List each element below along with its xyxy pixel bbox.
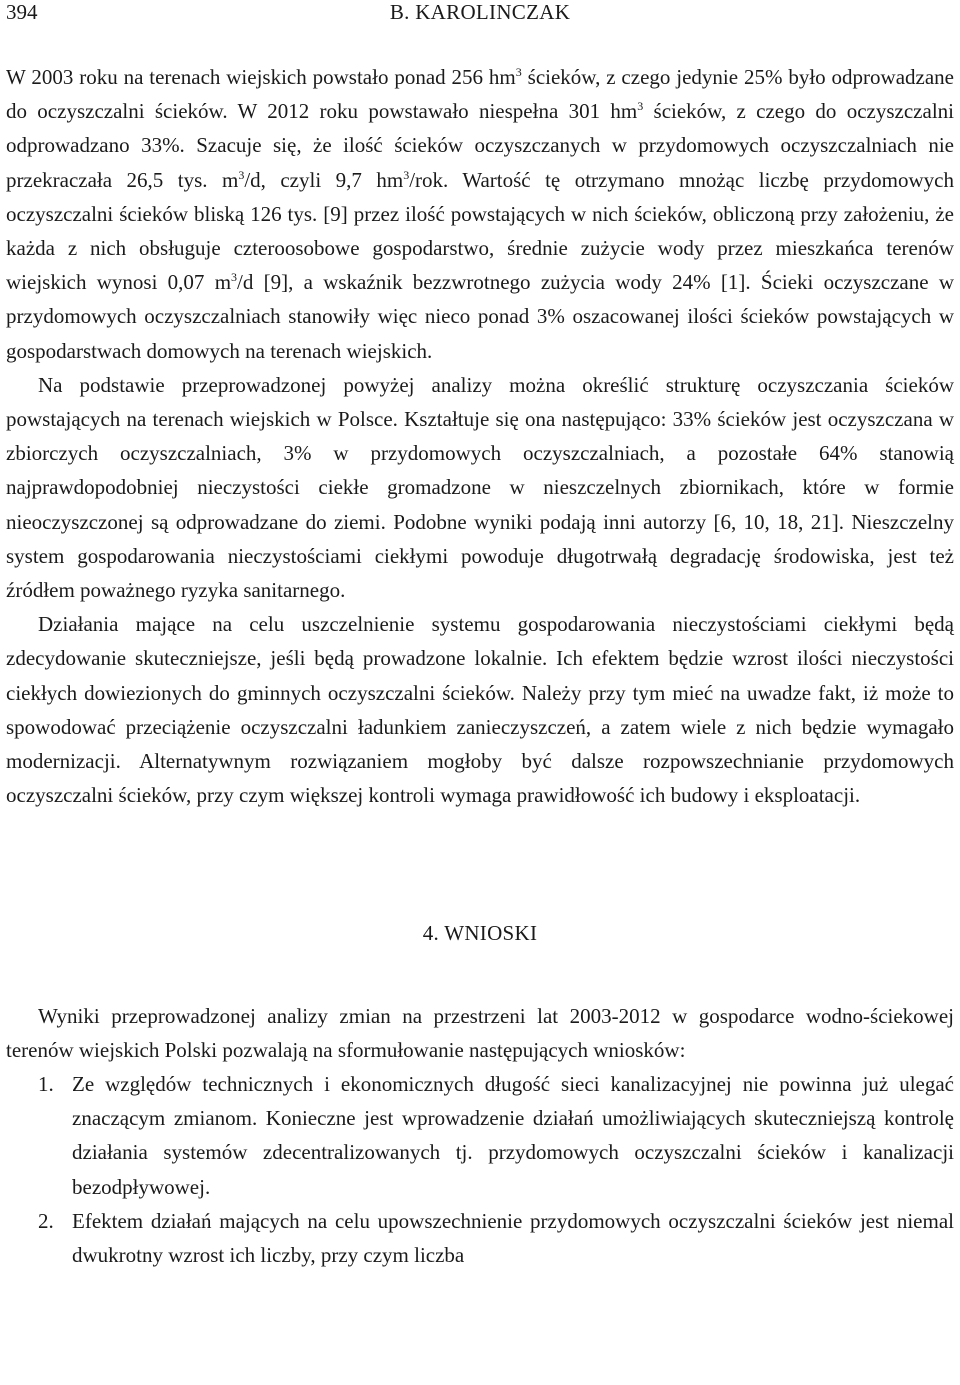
running-head: B. KAROLINCZAK bbox=[389, 0, 571, 24]
list-item bbox=[6, 1204, 954, 1272]
conclusions-list bbox=[6, 1067, 954, 1272]
superscript-cubed: 3 bbox=[403, 167, 410, 182]
list-item bbox=[6, 1067, 954, 1204]
para1-part4: /d, czyli 9,7 hm bbox=[244, 167, 404, 192]
conclusions-intro: Wyniki przeprowadzonej analizy zmian na przestrzeni lat 2003-2012 w gospodarce wodno-ściekowej terenów wiejskich Polski pozwalają na sformułowanie następujących wniosków: bbox=[6, 1003, 954, 1062]
superscript-cubed: 3 bbox=[231, 270, 238, 285]
para1-part2: ścieków, z czego jedynie 25% było odprowadzane do oczyszczalni ścieków. W 2012 roku powstawało niespełna 301 hm bbox=[6, 65, 954, 124]
paragraph-2: Na podstawie przeprowadzonej powyżej analizy można określić strukturę oczyszczania ścieków powstających na terenach wiejskich w Polsce. Kształtuje się ona następująco: 33% ścieków jest oczyszczana w zbiorczych oczyszczalniach, 3% w przydomowych oczyszczalniach, a pozostałe 64% stanowią najprawdopodobniej nieczystości ciekłe gromadzone w nieszczelnych zbiornikach, które w formie nieoczyszczonej są odprowadzane do ziemi. Podobne wyniki podają inni autorzy [6, 10, 18, 21]. Nieszczelny system gospodarowania nieczystościami ciekłymi powoduje długotrwałą degradację środowiska, jest też źródłem poważnego ryzyka sanitarnego. bbox=[6, 372, 954, 603]
body-text bbox=[6, 60, 954, 1272]
page-number: 394 bbox=[6, 0, 38, 24]
superscript-cubed: 3 bbox=[637, 99, 644, 114]
list-item-text: Ze względów technicznych i ekonomicznych długość sieci kanalizacyjnej nie powinna już ulegać znaczącym zmianom. Konieczne jest wprowadzenie działań umożliwiających skuteczniejszą kontrolę działania systemów zdecentralizowanych tj. przydomowych oczyszczalni ścieków i kanalizacji bezodpływowej. bbox=[72, 1072, 954, 1199]
list-item-number: 1. bbox=[38, 1072, 54, 1097]
list-item-number: 2. bbox=[38, 1208, 54, 1233]
para1-part1: W 2003 roku na terenach wiejskich powstało ponad 256 hm bbox=[6, 65, 516, 89]
superscript-cubed: 3 bbox=[238, 167, 245, 182]
para1-part6: /d [9], a wskaźnik bezzwrotnego zużycia wody 24% [1]. Ścieki oczyszczane w przydomowych oczyszczalniach stanowiły więc nieco ponad 3% oszacowanej ilości ścieków powstających w gospodarstwach domowych na terenach wiejskich. bbox=[6, 270, 954, 363]
superscript-cubed: 3 bbox=[515, 65, 522, 79]
paragraph-3: Działania mające na celu uszczelnienie systemu gospodarowania nieczystościami ciekłymi będą zdecydowanie skuteczniejsze, jeśli będą prowadzone lokalnie. Ich efektem będzie wzrost ilości nieczystości ciekłych dowiezionych do gminnych oczyszczalni ścieków. Należy przy tym mieć na uwadze fakt, iż może to spowodować przeciążenie oczyszczalni ładunkiem zanieczyszczeń, a zatem wiele z nich będzie wymagało modernizacji. Alternatywnym rozwiązaniem mogłoby być dalsze rozpowszechnianie przydomowych oczyszczalni ścieków, przy czym większej kontroli wymaga prawidłowość ich budowy i eksploatacji. bbox=[6, 612, 954, 808]
paragraph-1 bbox=[6, 60, 954, 368]
list-item-text: Efektem działań mających na celu upowszechnienie przydomowych oczyszczalni ścieków jest niemal dwukrotny wzrost ich liczby, przy czym liczba bbox=[72, 1208, 954, 1268]
page-header bbox=[0, 0, 960, 24]
section-heading: 4. WNIOSKI bbox=[422, 921, 538, 946]
para1-part3: ścieków, z czego do oczyszczalni odprowadzano 33%. Szacuje się, że ilość ścieków oczyszczanych w przydomowych oczyszczalniach nie przekraczała 26,5 tys. m bbox=[6, 99, 954, 192]
para1-part5: /rok. Wartość tę otrzymano mnożąc liczbę przydomowych oczyszczalni ścieków bliską 126 tys. [9] przez ilość powstających w nich ścieków, obliczoną przy założeniu, że każda z nich obsługuje czteroosobowe gospodarstwo, średnie zużycie wody przez mieszkańca terenów wiejskich wynosi 0,07 m bbox=[6, 167, 954, 295]
